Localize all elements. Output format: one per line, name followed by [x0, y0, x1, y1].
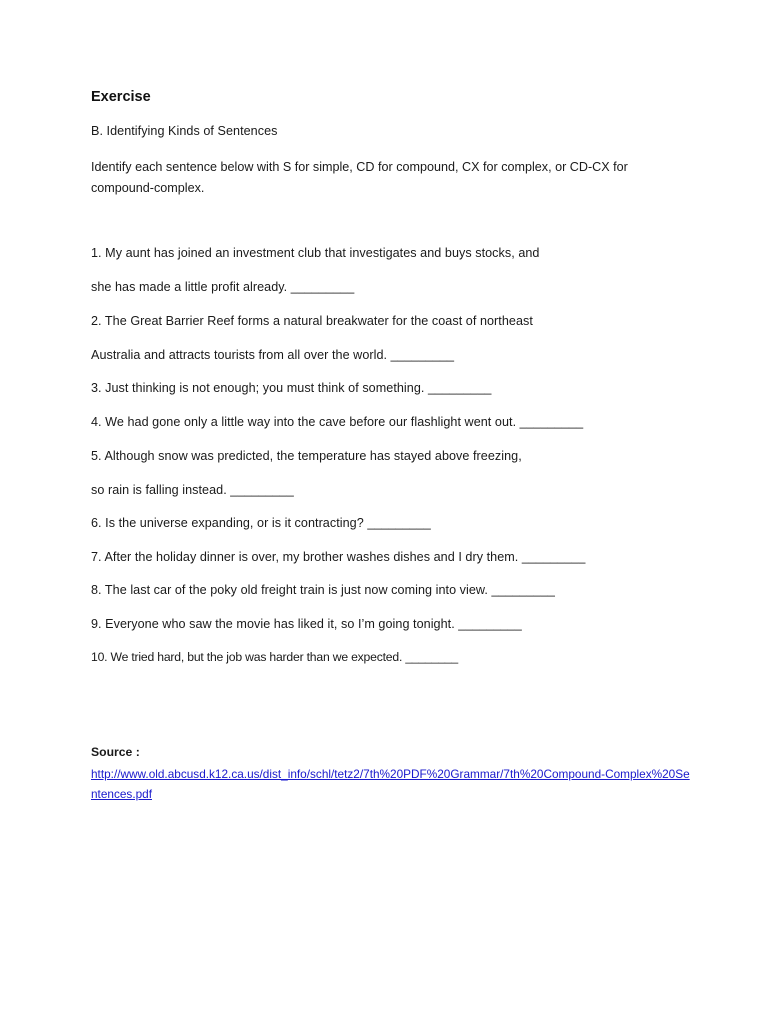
sentence-line: 1. My aunt has joined an investment club that investigates and buys stocks, and: [91, 246, 540, 260]
page-title: Exercise: [91, 89, 151, 105]
sentence-line: so rain is falling instead. _________: [91, 483, 294, 497]
sentence-line: Australia and attracts tourists from all over the world. _________: [91, 348, 455, 362]
sentence-line: 2. The Great Barrier Reef forms a natural breakwater for the coast of northeast: [91, 314, 533, 328]
sentence-line: 9. Everyone who saw the movie has liked it, so I’m going tonight. _________: [91, 617, 522, 631]
sentence-line: 3. Just thinking is not enough; you must think of something. _________: [91, 381, 492, 395]
instructions-text: Identify each sentence below with S for simple, CD for compound, CX for complex, or CD-CX for compound-complex.: [91, 160, 628, 195]
sentence-line: she has made a little profit already. _________: [91, 280, 355, 294]
source-label: Source :: [91, 745, 140, 759]
sentence-line: 4. We had gone only a little way into the cave before our flashlight went out. _________: [91, 415, 584, 429]
sentence-line: 6. Is the universe expanding, or is it contracting? _________: [91, 516, 431, 530]
section-heading: B. Identifying Kinds of Sentences: [91, 124, 278, 138]
sentence-line: 7. After the holiday dinner is over, my brother washes dishes and I dry them. _________: [91, 550, 586, 564]
sentence-line: 8. The last car of the poky old freight train is just now coming into view. _________: [91, 583, 555, 597]
source-link[interactable]: http://www.old.abcusd.k12.ca.us/dist_info/schl/tetz2/7th%20PDF%20Grammar/7th%20Compound-Complex%20Sentences.pdf: [91, 767, 690, 801]
sentence-line: 5. Although snow was predicted, the temperature has stayed above freezing,: [91, 449, 522, 463]
sentence-line: 10. We tried hard, but the job was harder than we expected. ________: [91, 650, 458, 664]
